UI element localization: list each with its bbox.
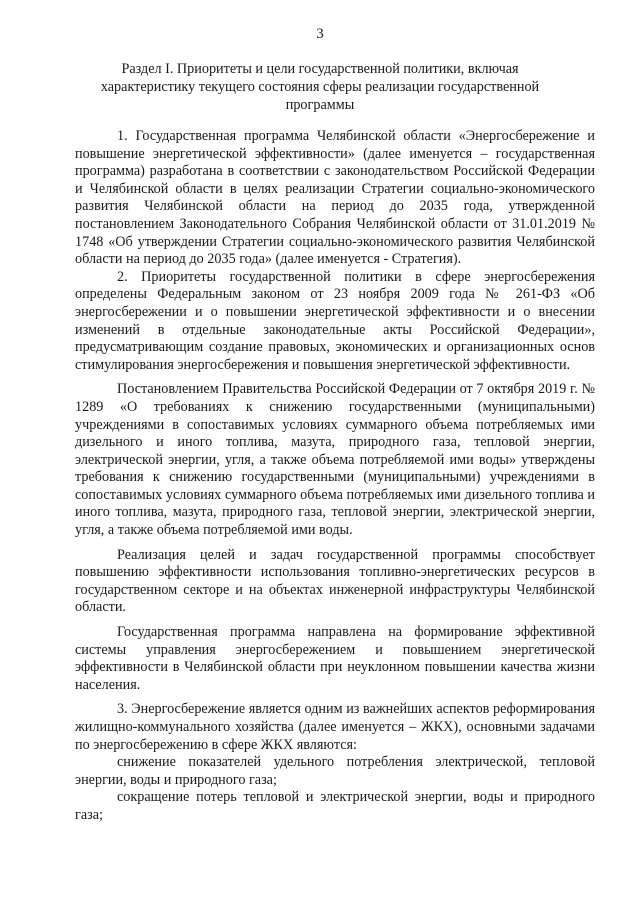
list-item-2: сокращение потерь тепловой и электрической энергии, воды и природного газа; (75, 789, 595, 823)
section-title: Раздел I. Приоритеты и цели государственной политики, включая характеристику текущего состояния сферы реализации государственной программы (100, 61, 540, 113)
page-number: 3 (316, 26, 324, 42)
list-item-1: снижение показателей удельного потребления электрической, тепловой энергии, воды и природного газа; (75, 754, 595, 788)
paragraph-5: Государственная программа направлена на формирование эффективной системы управления энергосбережением и повышением энергетической эффективности в Челябинской области при неуклонном повышении качества жизни населения. (75, 624, 595, 693)
paragraph-1: 1. Государственная программа Челябинской области «Энергосбережение и повышение энергетической эффективности» (далее именуется – государственная программа) разработана в соответствии с законодательством Российской Федерации и Челябинской области в целях реализации Стратегии социально-экономического развития Челябинской области на период до 2035 года, утвержденной постановлением Законодательного Собрания Челябинской области от 31.01.2019 № 1748 «Об утверждении Стратегии социально-экономического развития Челябинской области на период до 2035 года» (далее именуется - Стратегия). (75, 128, 595, 268)
paragraph-4: Реализация целей и задач государственной программы способствует повышению эффективности использования топливно-энергетических ресурсов в государственном секторе и на объектах инженерной инфраструктуры Челябинской области. (75, 546, 595, 616)
paragraph-6: 3. Энергосбережение является одним из важнейших аспектов реформирования жилищно-коммунального хозяйства (далее именуется – ЖКХ), основными задачами по энергосбережению в сфере ЖКХ являются: (75, 701, 595, 753)
document-body (75, 128, 595, 825)
paragraph-2: 2. Приоритеты государственной политики в сфере энергосбережения определены Федеральным законом от 23 ноября 2009 года № 261-ФЗ «Об энергосбережении и о повышении энергетической эффективности и о внесении изменений в отдельные законодательные акты Российской Федерации», предусматривающим создание правовых, экономических и организационных основ стимулирования энергосбережения и повышения энергетической эффективности. (75, 268, 595, 373)
paragraph-3: Постановлением Правительства Российской Федерации от 7 октября 2019 г. № 1289 «О требованиях к снижению государственными (муниципальными) учреждениями в сопоставимых условиях суммарного объема потребляемых ими дизельного и иного топлива, мазута, природного газа, тепловой энергии, электрической энергии, угля, а также объема потребляемой ими воды» утверждены требования к снижению государственными (муниципальными) учреждениями в сопоставимых условиях суммарного объема потребляемых ими дизельного топлива и иного топлива, мазута, природного газа, тепловой энергии, электрической энергии, угля, а также объема потребляемой ими воды. (75, 381, 595, 539)
